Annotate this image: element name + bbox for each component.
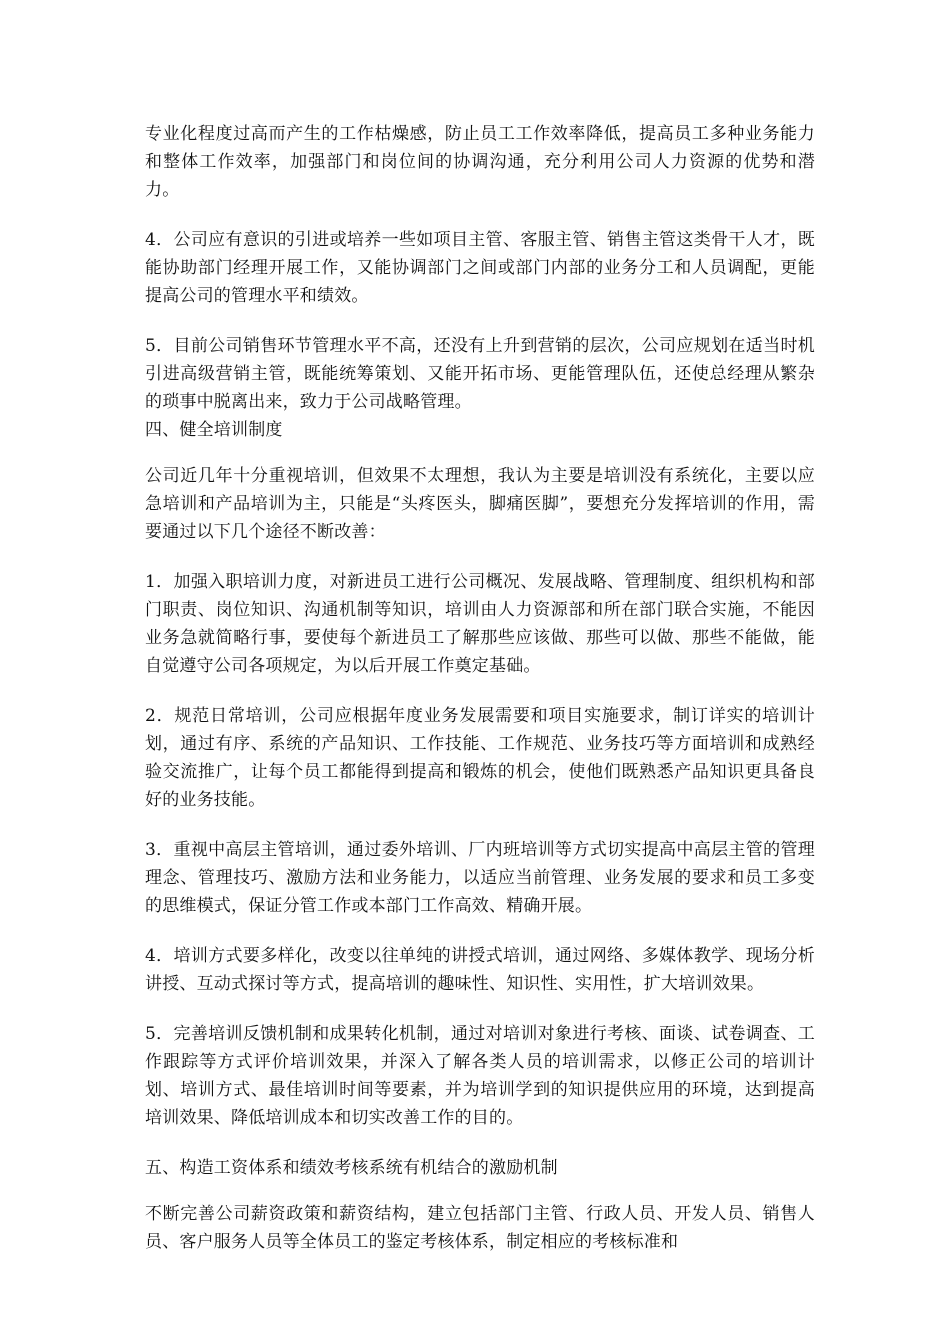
section-heading-training: 四、健全培训制度	[145, 420, 283, 440]
paragraph-training-intro: 公司近几年十分重视培训，但效果不太理想，我认为主要是培训没有系统化，主要以应急培训和产品培训为主，只能是“头疼医头，脚痛医脚”，要想充分发挥培训的作用，需要通过以下几个途径不断改善：	[145, 466, 815, 542]
paragraph-item-5-marketing-manager: 5．目前公司销售环节管理水平不高，还没有上升到营销的层次，公司应规划在适当时机引进高级营销主管，既能统筹策划、又能开拓市场、更能管理队伍，还使总经理从繁杂的琐事中脱离出来，致力于公司战略管理。	[145, 336, 815, 412]
paragraph-incentive-intro: 不断完善公司薪资政策和薪资结构，建立包括部门主管、行政人员、开发人员、销售人员、客户服务人员等全体员工的鉴定考核体系，制定相应的考核标准和	[145, 1204, 815, 1252]
paragraph-item-4-backbone-talent: 4．公司应有意识的引进或培养一些如项目主管、客服主管、销售主管这类骨干人才，既能协助部门经理开展工作，又能协调部门之间或部门内部的业务分工和人员调配，更能提高公司的管理水平和绩效。	[145, 230, 815, 306]
document-body	[145, 120, 815, 1278]
paragraph-training-item-2: 2．规范日常培训，公司应根据年度业务发展需要和项目实施要求，制订详实的培训计划，通过有序、系统的产品知识、工作技能、工作规范、业务技巧等方面培训和成熟经验交流推广，让每个员工都能得到提高和锻炼的机会，使他们既熟悉产品知识更具备良好的业务技能。	[145, 706, 815, 810]
paragraph-training-item-1: 1．加强入职培训力度，对新进员工进行公司概况、发展战略、管理制度、组织机构和部门职责、岗位知识、沟通机制等知识，培训由人力资源部和所在部门联合实施，不能因业务急就简略行事，要使每个新进员工了解那些应该做、那些可以做、那些不能做，能自觉遵守公司各项规定，为以后开展工作奠定基础。	[145, 572, 815, 676]
paragraph-continuation: 专业化程度过高而产生的工作枯燥感，防止员工工作效率降低，提高员工多种业务能力和整体工作效率，加强部门和岗位间的协调沟通，充分利用公司人力资源的优势和潜力。	[145, 124, 815, 200]
section-heading-incentive: 五、构造工资体系和绩效考核系统有机结合的激励机制	[145, 1158, 558, 1178]
paragraph-training-item-5: 5．完善培训反馈机制和成果转化机制，通过对培训对象进行考核、面谈、试卷调查、工作跟踪等方式评价培训效果，并深入了解各类人员的培训需求，以修正公司的培训计划、培训方式、最佳培训时间等要素，并为培训学到的知识提供应用的环境，达到提高培训效果、降低培训成本和切实改善工作的目的。	[145, 1024, 815, 1128]
paragraph-training-item-4: 4．培训方式要多样化，改变以往单纯的讲授式培训，通过网络、多媒体教学、现场分析讲授、互动式探讨等方式，提高培训的趣味性、知识性、实用性，扩大培训效果。	[145, 946, 815, 994]
paragraph-training-item-3: 3．重视中高层主管培训，通过委外培训、厂内班培训等方式切实提高中高层主管的管理理念、管理技巧、激励方法和业务能力，以适应当前管理、业务发展的要求和员工多变的思维模式，保证分管工作或本部门工作高效、精确开展。	[145, 840, 815, 916]
